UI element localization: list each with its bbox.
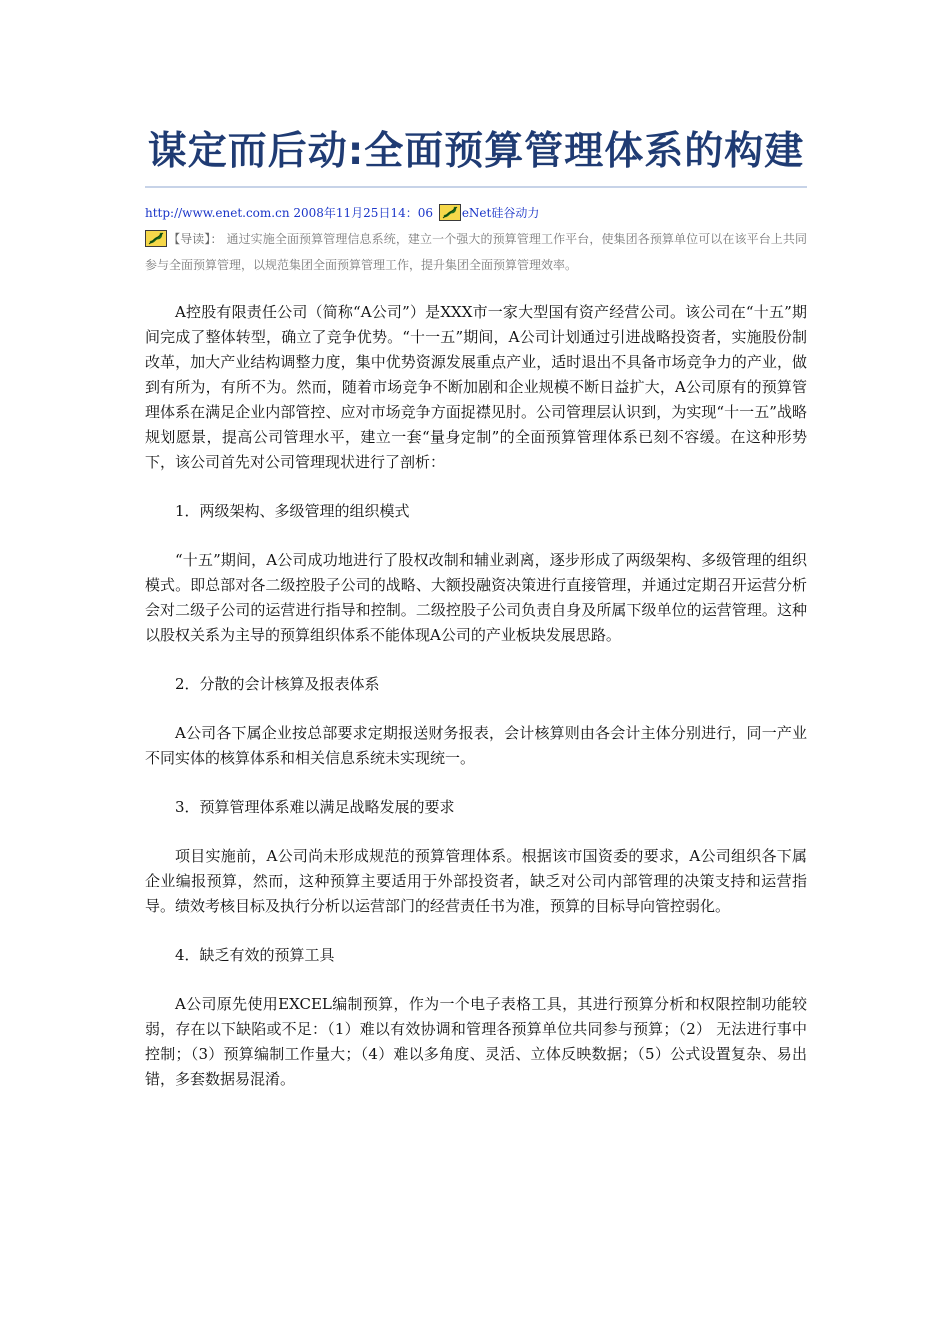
section-heading: 4．缺乏有效的预算工具 [175,946,335,964]
body-paragraph: 项目实施前，A公司尚未形成规范的预算管理体系。根据该市国资委的要求，A公司组织各下属企业编报预算，然而，这种预算主要适用于外部投资者，缺乏对公司内部管理的决策支持和运营指导。绩效考核目标及执行分析以运营部门的经营责任书为准，预算的目标导向管控弱化。 [145,847,807,915]
article-meta [145,203,807,223]
body-paragraph: A公司原先使用EXCEL编制预算，作为一个电子表格工具，其进行预算分析和权限控制功能较弱，存在以下缺陷或不足：（1）难以有效协调和管理各预算单位共同参与预算；（2） 无法进行事中控制；（3）预算编制工作量大；（4）难以多角度、灵活、立体反映数据；（5）公式设置复杂、易出错，多套数据易混淆。 [145,995,807,1088]
meta-source-link[interactable]: eNet硅谷动力 [461,206,540,220]
body-paragraph: A公司各下属企业按总部要求定期报送财务报表，会计核算则由各会计主体分别进行，同一产业不同实体的核算体系和相关信息系统未实现统一。 [145,724,807,767]
section-heading: 2．分散的会计核算及报表体系 [175,675,380,693]
article-body [145,300,807,1116]
meta-url-date: http://www.enet.com.cn 2008年11月25日14：06 [145,206,433,220]
article-title: 谋定而后动:全面预算管理体系的构建 [147,129,805,174]
body-paragraph: “十五”期间，A公司成功地进行了股权改制和辅业剥离，逐步形成了两级架构、多级管理的组织模式。即总部对各二级控股子公司的战略、大额投融资决策进行直接管理，并通过定期召开运营分析会对二级子公司的运营进行指导和控制。二级控股子公司负责自身及所属下级单位的运营管理。这种以股权关系为主导的预算组织体系不能体现A公司的产业板块发展思路。 [145,551,807,644]
lead-text: 通过实施全面预算管理信息系统，建立一个强大的预算管理工作平台，使集团各预算单位可以在该平台上共同参与全面预算管理，以规范集团全面预算管理工作，提升集团全面预算管理效率。 [145,232,807,272]
enet-logo-icon [439,204,461,221]
enet-logo-icon [145,230,167,247]
lead-label: 【导读】： [168,232,223,246]
title-divider [145,186,807,188]
section-heading: 3．预算管理体系难以满足战略发展的要求 [175,798,455,816]
section-heading: 1．两级架构、多级管理的组织模式 [175,502,410,520]
body-paragraph: A控股有限责任公司（简称“A公司”）是XXX市一家大型国有资产经营公司。该公司在“十五”期间完成了整体转型，确立了竞争优势。“十一五”期间，A公司计划通过引进战略投资者，实施股份制改革，加大产业结构调整力度，集中优势资源发展重点产业，适时退出不具备市场竞争力的产业，做到有所为，有所不为。然而，随着市场竞争不断加剧和企业规模不断日益扩大，A公司原有的预算管理体系在满足企业内部管控、应对市场竞争方面捉襟见肘。公司管理层认识到，为实现“十一五”战略规划愿景，提高公司管理水平，建立一套“量身定制”的全面预算管理体系已刻不容缓。在这种形势下，该公司首先对公司管理现状进行了剖析： [145,303,807,471]
article-lead [145,226,807,278]
